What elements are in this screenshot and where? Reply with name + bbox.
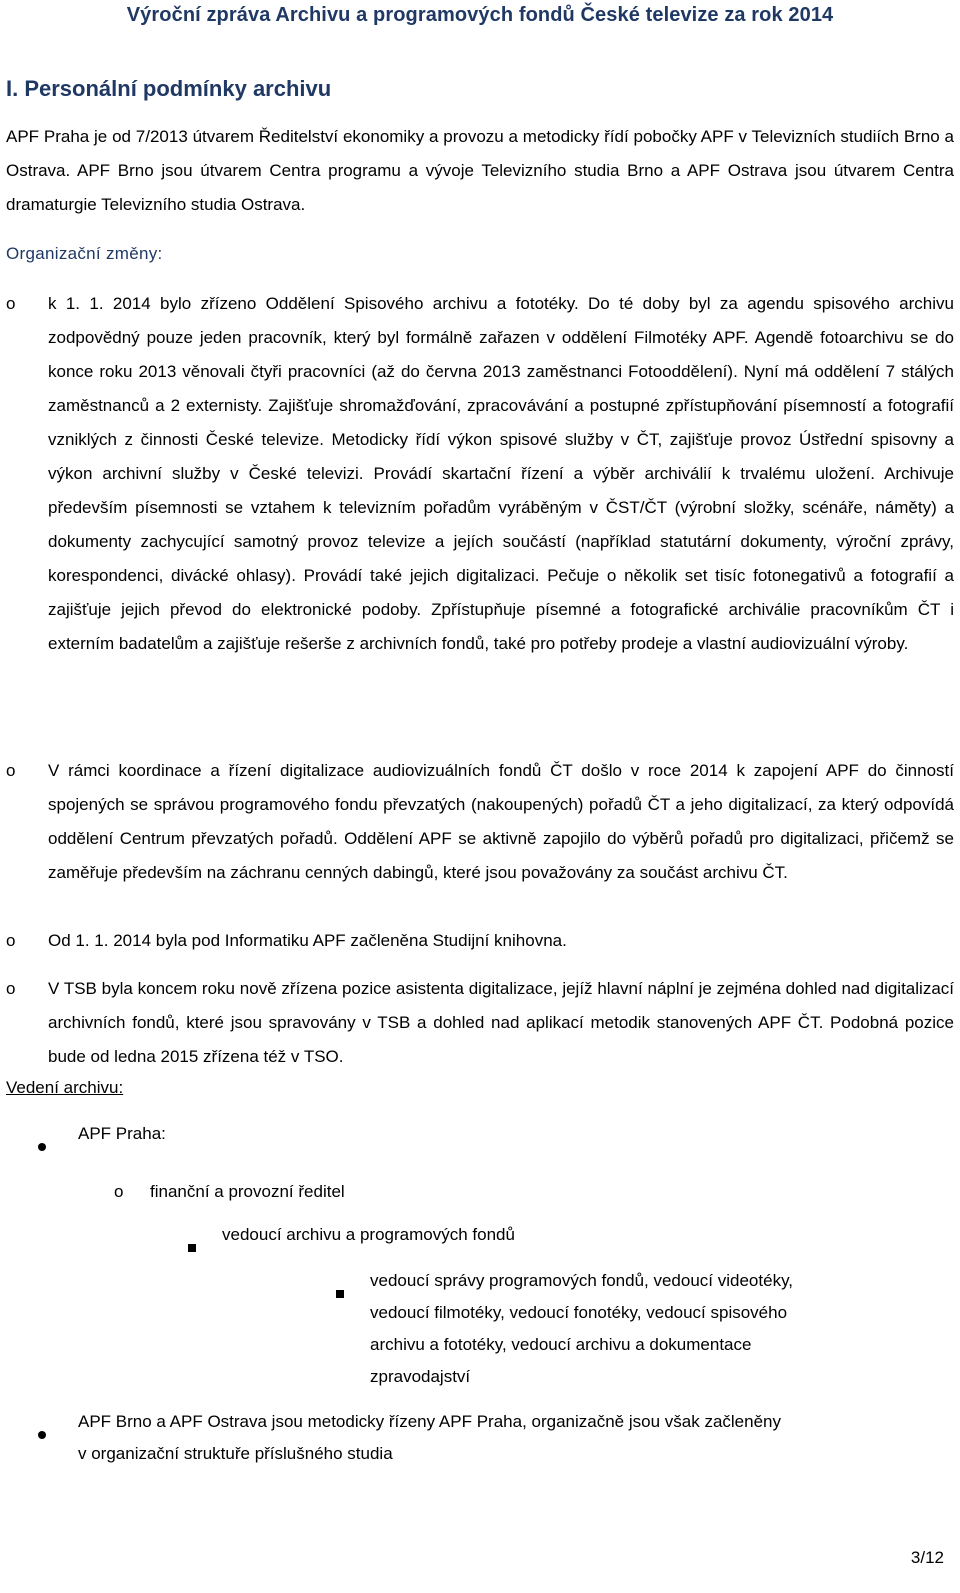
list-item bbox=[6, 924, 954, 960]
list-item-text: k 1. 1. 2014 bylo zřízeno Oddělení Spisového archivu a fototéky. Do té doby byl za agendu spisového archivu zodpovědný pouze jeden pracovník, který byl formálně zařazen v oddělení Filmotéky APF. Agendě fotoarchivu se do konce roku 2013 věnovali čtyři pracovníci (až do června 2013 zaměstnanci Fotooddělení). Nyní má oddělení 7 stálých zaměstnanců a 2 externisty. Zajišťuje shromažďování, zpracovávání a postupné zpřístupňování písemností a fotografií vzniklých z činnosti České televize. Metodicky řídí výkon spisové služby v ČT, zajišťuje provoz Ústřední spisovny a výkon archivní služby v České televizi. Provádí skartační řízení a výběr archiválií k trvalému uložení. Archivuje především písemnosti se vztahem k televizním pořadům vyráběným v ČST/ČT (výrobní složky, scénáře, náměty) a dokumenty zachycující samotný provoz televize a jejích součástí (například statutární dokumenty, výroční zprávy, korespondenci, divácké ohlasy). Provádí také jejich digitalizaci. Pečuje o několik set tisíc fotonegativů a fotografií a zajišťuje jejich převod do elektronické podoby. Zpřístupňuje písemné a fotografické archiválie pracovníkům ČT i externím badatelům a zajišťuje rešerše z archivních fondů, také pro potřeby prodeje a vlastní audiovizuální výroby. bbox=[48, 294, 954, 653]
list-item-text: V TSB byla koncem roku nově zřízena pozice asistenta digitalizace, jejíž hlavní náplní je zejména dohled nad digitalizací archivních fondů, které jsou spravovány v TSB a dohled nad aplikací metodik stanovených APF ČT. Podobná pozice bude od ledna 2015 zřízena též v TSO. bbox=[48, 979, 954, 1066]
level1-text: finanční a provozní ředitel bbox=[150, 1182, 345, 1201]
list-item-text: V rámci koordinace a řízení digitalizace audiovizuálních fondů ČT došlo v roce 2014 k zapojení APF do činností spojených se správou programového fondu převzatých (nakoupených) pořadů ČT a jeho digitalizací, za který odpovídá oddělení Centrum převzatých pořadů. Oddělení APF se aktivně zapojilo do výběrů pořadů pro digitalizaci, přičemž se zaměřuje především na záchranu cenných dabingů, které jsou považovány za součást archivu ČT. bbox=[48, 761, 954, 882]
list-marker: o bbox=[6, 294, 16, 313]
list-marker: o bbox=[6, 931, 16, 950]
list-marker: o bbox=[6, 761, 16, 780]
list-item bbox=[6, 287, 954, 757]
section-heading: I. Personální podmínky archivu bbox=[6, 76, 332, 101]
intro-paragraph: APF Praha je od 7/2013 útvarem Ředitelství ekonomiky a provozu a metodicky řídí pobočky APF v Televizních studiích Brno a Ostrava. APF Brno jsou útvarem Centra programu a vývoje Televizního studia Brno a APF Ostrava jsou útvarem Centra dramaturgie Televizního studia Ostrava. bbox=[6, 127, 954, 214]
page-number: 3/12 bbox=[910, 1548, 944, 1567]
list-item-text: Od 1. 1. 2014 byla pod Informatiku APF začleněna Studijní knihovna. bbox=[48, 931, 567, 950]
level3-line: archivu a fototéky, vedoucí archivu a dokumentace bbox=[370, 1335, 752, 1354]
bullet-dot-icon bbox=[38, 1130, 46, 1162]
management-label: Vedení archivu: bbox=[6, 1078, 124, 1097]
brno-line: APF Brno a APF Ostrava jsou metodicky řízeny APF Praha, organizačně jsou však začleněny bbox=[78, 1412, 781, 1431]
square-bullet-icon bbox=[336, 1277, 344, 1309]
bullet-dot-icon bbox=[38, 1418, 46, 1450]
level3-line: vedoucí filmotéky, vedoucí fonotéky, vedoucí spisového bbox=[370, 1303, 788, 1322]
list-marker: o bbox=[114, 1182, 124, 1201]
org-changes-label: Organizační změny: bbox=[6, 244, 163, 263]
list-item bbox=[6, 972, 954, 1076]
level3-line: zpravodajství bbox=[370, 1367, 471, 1386]
list-marker: o bbox=[6, 979, 16, 998]
brno-line: v organizační struktuře příslušného studia bbox=[78, 1444, 393, 1463]
level3-line: vedoucí správy programových fondů, vedoucí videotéky, bbox=[370, 1271, 794, 1290]
square-bullet-icon bbox=[188, 1231, 196, 1263]
document-header: Výroční zpráva Archivu a programových fondů České televize za rok 2014 bbox=[126, 4, 834, 26]
praha-label: APF Praha: bbox=[78, 1124, 166, 1143]
list-item bbox=[6, 754, 954, 924]
level2-text: vedoucí archivu a programových fondů bbox=[222, 1225, 515, 1244]
